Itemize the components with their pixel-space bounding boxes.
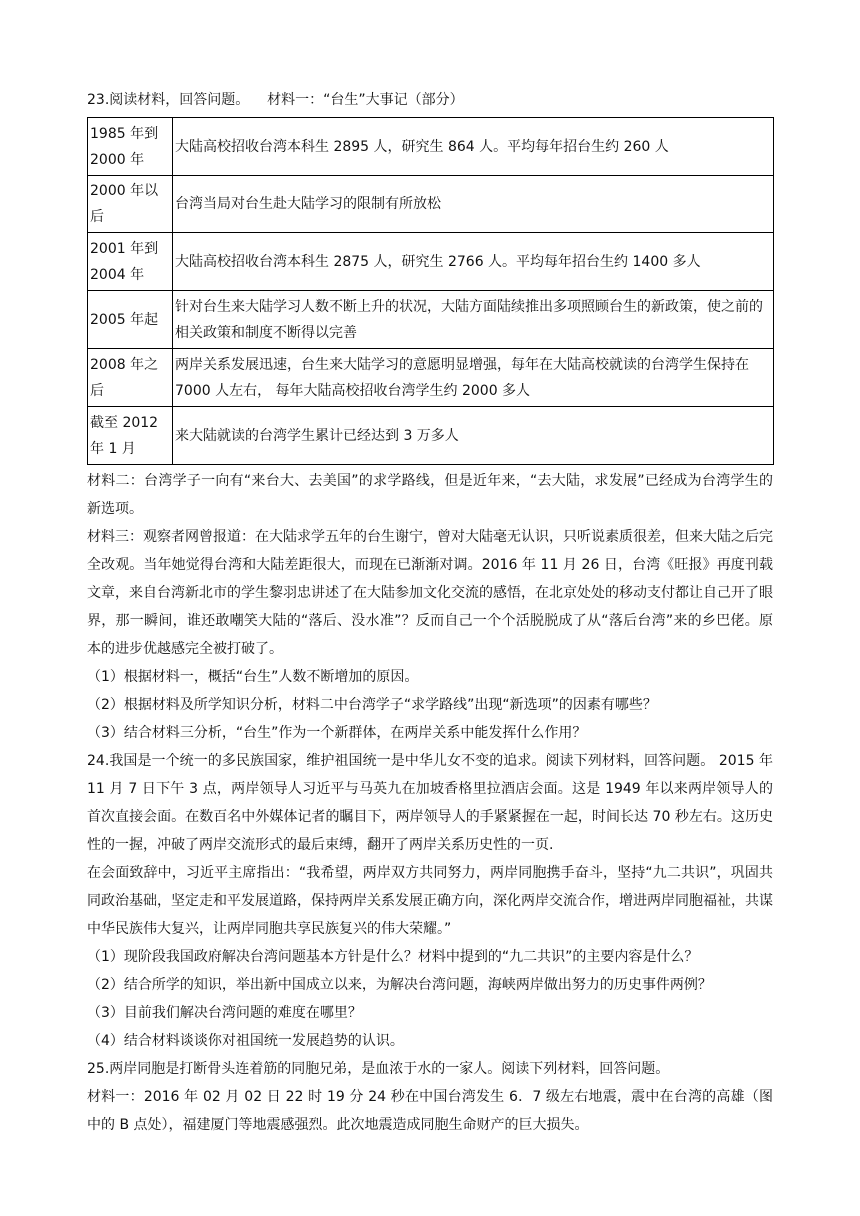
table-row	[88, 349, 774, 407]
taisheng-events-table	[87, 117, 774, 465]
table-row	[88, 118, 774, 176]
table-period-cell: 2001 年到 2004 年	[88, 233, 173, 291]
q24-speech: 在会面致辞中，习近平主席指出：“我希望，两岸双方共同努力，两岸同胞携手奋斗，坚持“九二共识”，巩固共同政治基础，坚定走和平发展道路，保持两岸关系发展正确方向，深化两岸交流合作，增进两岸同胞福祉，共谋中华民族伟大复兴，让两岸同胞共享民族复兴的伟大荣耀。”	[87, 865, 773, 937]
table-row	[88, 176, 774, 233]
q25-intro: 25.两岸同胞是打断骨头连着筋的同胞兄弟，是血浓于水的一家人。阅读下列材料，回答问题。	[87, 1061, 670, 1077]
q23-heading: 23.阅读材料，回答问题。 材料一：“台生”大事记（部分）	[87, 92, 464, 108]
q23-material-2: 材料二：台湾学子一向有“来台大、去美国”的求学路线，但是近年来，“去大陆，求发展”已经成为台湾学生的新选项。	[87, 473, 773, 517]
table-period-cell: 2005 年起	[88, 291, 173, 349]
document-page	[87, 86, 773, 1139]
q25-material-1: 材料一：2016 年 02 月 02 日 22 时 19 分 24 秒在中国台湾发生 6．7 级左右地震，震中在台湾的高雄（图中的 B 点处），福建厦门等地震感强烈。此次地震造成同胞生命财产的巨大损失。	[87, 1089, 773, 1133]
table-row	[88, 291, 774, 349]
q23-question-2: （2）根据材料及所学知识分析，材料二中台湾学子“求学路线”出现“新选项”的因素有哪些？	[87, 697, 657, 713]
table-row	[88, 407, 774, 465]
table-period-cell: 1985 年到 2000 年	[88, 118, 173, 176]
q24-question-1: （1）现阶段我国政府解决台湾问题基本方针是什么？材料中提到的“九二共识”的主要内容是什么？	[87, 949, 699, 965]
table-row	[88, 233, 774, 291]
table-period-cell: 截至 2012 年 1 月	[88, 407, 173, 465]
table-period-cell: 2000 年以后	[88, 176, 173, 233]
q23-question-3: （3）结合材料三分析，“台生”作为一个新群体，在两岸关系中能发挥什么作用？	[87, 725, 587, 741]
q23-question-1: （1）根据材料一，概括“台生”人数不断增加的原因。	[87, 669, 419, 685]
q24-question-4: （4）结合材料谈谈你对祖国统一发展趋势的认识。	[87, 1033, 404, 1049]
table-event-cell: 台湾当局对台生赴大陆学习的限制有所放松	[173, 176, 774, 233]
table-event-cell: 来大陆就读的台湾学生累计已经达到 3 万多人	[173, 407, 774, 465]
q24-question-3: （3）目前我们解决台湾问题的难度在哪里？	[87, 1005, 362, 1021]
table-event-cell: 大陆高校招收台湾本科生 2895 人，研究生 864 人。平均每年招台生约 260 人	[173, 118, 774, 176]
q24-question-2: （2）结合所学的知识，举出新中国成立以来，为解决台湾问题，海峡两岸做出努力的历史事件两例？	[87, 977, 712, 993]
q23-material-3: 材料三：观察者网曾报道：在大陆求学五年的台生谢宁，曾对大陆毫无认识，只听说素质很差，但来大陆之后完全改观。当年她觉得台湾和大陆差距很大，而现在已渐渐对调。2016 年 11 月 26 日，台湾《旺报》再度刊载文章，来自台湾新北市的学生黎羽忠讲述了在大陆参加文化交流的感悟，在北京处处的移动支付都让自己开了眼界，那一瞬间，谁还敢嘲笑大陆的“落后、没水准”？反而自己一个个活脱脱成了从“落后台湾”来的乡巴佬。原本的进步优越感完全被打破了。	[87, 529, 773, 657]
table-event-cell: 针对台生来大陆学习人数不断上升的状况，大陆方面陆续推出多项照顾台生的新政策，使之前的相关政策和制度不断得以完善	[173, 291, 774, 349]
table-period-cell: 2008 年之后	[88, 349, 173, 407]
table-event-cell: 两岸关系发展迅速，台生来大陆学习的意愿明显增强，每年在大陆高校就读的台湾学生保持在 7000 人左右， 每年大陆高校招收台湾学生约 2000 多人	[173, 349, 774, 407]
q24-intro: 24.我国是一个统一的多民族国家，维护祖国统一是中华儿女不变的追求。阅读下列材料，回答问题。 2015 年 11 月 7 日下午 3 点，两岸领导人习近平与马英九在加坡香格里拉酒店会面。这是 1949 年以来两岸领导人的首次直接会面。在数百名中外媒体记者的瞩目下，两岸领导人的手紧紧握在一起，时间长达 70 秒左右。这历史性的一握，冲破了两岸交流形式的最后束缚，翻开了两岸关系历史性的一页.	[87, 753, 773, 853]
table-event-cell: 大陆高校招收台湾本科生 2875 人，研究生 2766 人。平均每年招台生约 1400 多人	[173, 233, 774, 291]
